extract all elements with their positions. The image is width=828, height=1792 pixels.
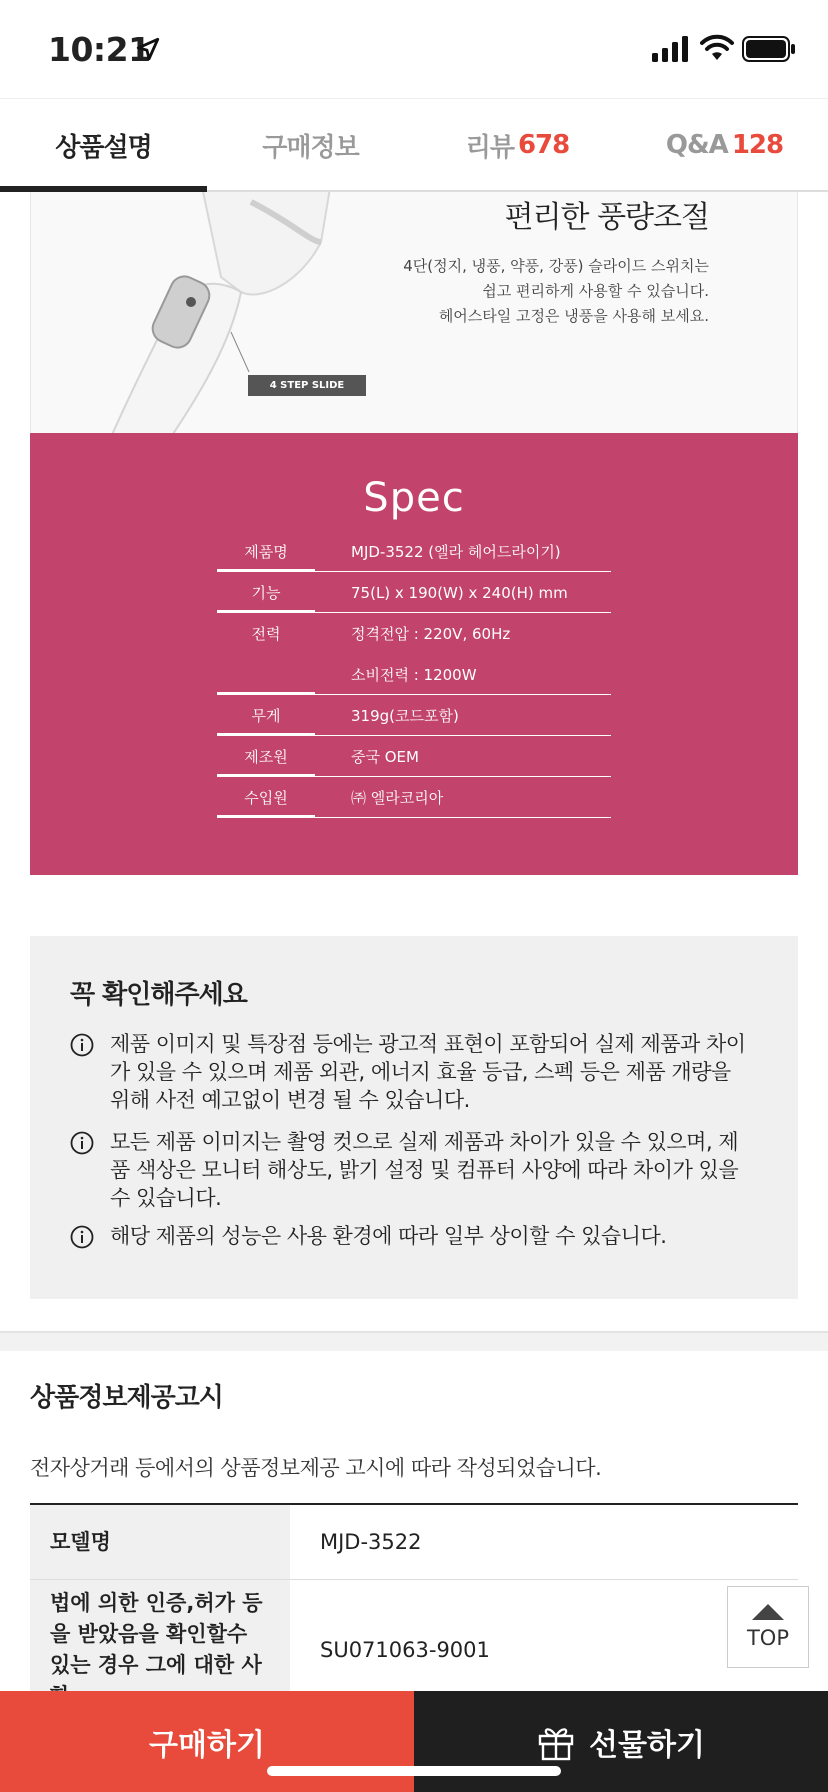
- hero-title: 편리한 풍량조절: [504, 200, 709, 235]
- spec-key: 전력: [251, 625, 281, 643]
- hero-desc-line: 쉽고 편리하게 사용할 수 있습니다.: [482, 282, 709, 300]
- notice-box: [30, 936, 798, 1299]
- buy-button[interactable]: [0, 1691, 414, 1792]
- hero-desc-line: 헤어스타일 고정은 냉풍을 사용해 보세요.: [438, 307, 709, 325]
- gift-button-label: 선물하기: [589, 1727, 705, 1763]
- tab-label: 리뷰: [465, 132, 514, 163]
- hero-desc-line: 4단(정지, 냉풍, 약풍, 강풍) 슬라이드 스위치는: [403, 257, 709, 275]
- scroll-top-button[interactable]: [727, 1586, 809, 1668]
- review-count: 678: [517, 130, 570, 160]
- product-info-description: 전자상거래 등에서의 상품정보제공 고시에 따라 작성되었습니다.: [30, 1456, 602, 1480]
- tab-purchase-info[interactable]: [207, 99, 414, 191]
- spec-key: 무게: [251, 707, 281, 725]
- spec-value: 75(L) x 190(W) x 240(H) mm: [351, 583, 568, 602]
- bottom-action-bar: [0, 1691, 828, 1792]
- tab-label: 구매정보: [262, 132, 359, 163]
- spec-key: 제조원: [244, 748, 288, 766]
- spec-value: 319g(코드포함): [351, 707, 459, 725]
- gift-button[interactable]: [414, 1691, 828, 1792]
- tab-description[interactable]: [0, 99, 207, 191]
- wifi-icon: [700, 34, 734, 62]
- info-key: 모델명: [30, 1505, 290, 1579]
- product-tabs: [0, 98, 828, 192]
- home-indicator: [267, 1766, 561, 1776]
- step-slide-badge: 4 STEP SLIDE: [248, 375, 366, 396]
- info-icon: [70, 1225, 94, 1249]
- notice-item: [70, 1030, 750, 1114]
- qna-count: 128: [731, 130, 784, 160]
- spec-value: 소비전력 : 1200W: [351, 666, 477, 684]
- product-hero-image: [30, 192, 798, 433]
- spec-key: 수입원: [244, 789, 288, 807]
- spec-value: 정격전압 : 220V, 60Hz: [351, 625, 511, 643]
- spec-value: ㈜ 엘라코리아: [351, 789, 444, 807]
- spec-value: 중국 OEM: [351, 748, 419, 766]
- notice-text: 해당 제품의 성능은 사용 환경에 따라 일부 상이할 수 있습니다.: [110, 1224, 667, 1248]
- spec-table: [217, 531, 611, 818]
- triangle-up-icon: [752, 1604, 784, 1620]
- spec-row: [217, 531, 611, 572]
- scroll-top-label: TOP: [746, 1626, 790, 1650]
- notice-title: 꼭 확인해주세요: [70, 980, 247, 1010]
- section-divider: [0, 1331, 828, 1351]
- tab-label: Q&A: [665, 130, 728, 160]
- spec-row: [217, 613, 611, 654]
- table-row: [30, 1505, 798, 1580]
- notice-item: [70, 1222, 750, 1250]
- spec-value: MJD-3522 (엘라 헤어드라이기): [351, 543, 561, 561]
- active-tab-indicator: [0, 186, 207, 192]
- notice-text: 모든 제품 이미지는 촬영 컷으로 실제 제품과 차이가 있을 수 있으며, 제품 색상은 모니터 해상도, 밝기 설정 및 컴퓨터 사양에 따라 차이가 있을 수 있습니다.: [110, 1130, 739, 1210]
- spec-row: [217, 777, 611, 818]
- spec-title: Spec: [363, 475, 465, 521]
- tab-reviews[interactable]: [414, 99, 621, 191]
- status-time: 10:21: [48, 30, 151, 69]
- tab-label: 상품설명: [55, 132, 152, 163]
- notice-item: [70, 1128, 750, 1212]
- spec-row: [217, 695, 611, 736]
- cellular-signal-icon: [652, 36, 690, 62]
- hero-description: [403, 254, 709, 329]
- info-icon: [70, 1033, 94, 1057]
- info-value: MJD-3522: [320, 1530, 422, 1554]
- buy-button-label: 구매하기: [149, 1727, 265, 1763]
- product-info-table: [30, 1503, 798, 1720]
- spec-row: [217, 654, 611, 695]
- info-icon: [70, 1131, 94, 1155]
- info-key: 법에 의한 인증,허가 등을 받았음을 확인할수 있는 경우 그에 대한 사: [30, 1580, 290, 1719]
- battery-icon: [742, 36, 796, 62]
- spec-row: [217, 736, 611, 777]
- spec-section: [30, 433, 798, 875]
- notice-text: 제품 이미지 및 특장점 등에는 광고적 표현이 포함되어 실제 제품과 차이가 있을 수 있으며 제품 외관, 에너지 효율 등급, 스펙 등은 제품 개량을 위해 사전 예고없이 변경 될 수 있습니다.: [110, 1032, 746, 1112]
- spec-key: 기능: [251, 584, 281, 602]
- tab-qna[interactable]: [621, 99, 828, 191]
- spec-key: 제품명: [244, 543, 288, 561]
- hair-dryer-image: [91, 192, 331, 433]
- status-bar: [0, 0, 828, 98]
- spec-row: [217, 572, 611, 613]
- gift-icon: [537, 1723, 575, 1761]
- location-arrow-icon: [135, 36, 161, 62]
- product-info-title: 상품정보제공고시: [30, 1383, 223, 1413]
- info-value: SU071063-9001: [320, 1637, 490, 1662]
